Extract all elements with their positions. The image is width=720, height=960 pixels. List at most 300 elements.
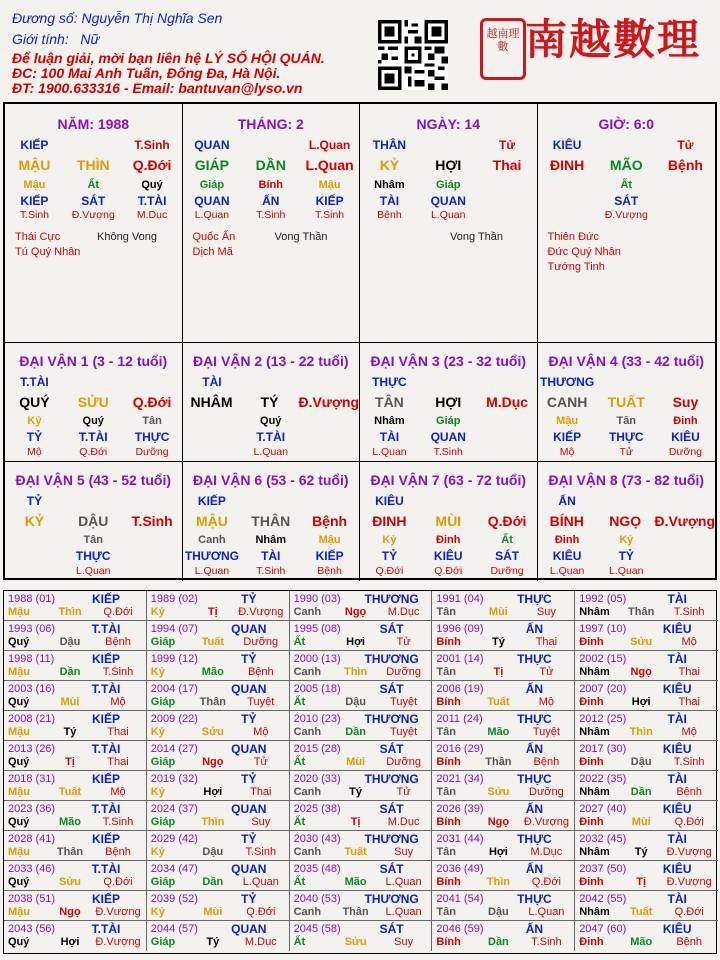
year-label: 2028 (41) — [8, 833, 56, 845]
year-branch: Ngọ — [59, 906, 81, 918]
qr-code-icon[interactable] — [378, 20, 448, 90]
year-cell — [290, 801, 433, 831]
dai-van-6 — [183, 462, 361, 581]
year-branch: Thân — [199, 696, 226, 708]
year-god: THƯƠNG — [364, 832, 419, 846]
pillar-hidden-row-cell — [478, 179, 537, 191]
year-branch: Thân — [628, 606, 655, 618]
dai-van-phase-row-cell: Mộ — [27, 446, 42, 458]
year-cell — [290, 771, 433, 801]
year-label: 2047 (60) — [579, 923, 627, 935]
year-phase: L.Quan — [385, 906, 422, 918]
dai-van-phase-row-cell: Dưỡng — [668, 446, 703, 458]
dai-van-god-cell — [123, 494, 182, 508]
year-label: 2041 (54) — [436, 893, 484, 905]
dai-van-hidden-row-cell: Nhâm — [374, 415, 405, 427]
dai-van-phase-row — [5, 565, 182, 577]
dai-van-god-row-cell: SÁT — [495, 549, 520, 563]
dai-van-phase-row-cell: Tử — [619, 446, 633, 458]
year-god: KIẾP — [91, 652, 120, 666]
pillar-main-row — [360, 157, 537, 173]
year-cell — [4, 621, 147, 651]
year-branch: Tuất — [344, 846, 367, 858]
pillar-top-row-cell: THÂN — [372, 138, 407, 152]
dai-van-5 — [5, 462, 183, 581]
dai-van-phase-row — [360, 565, 537, 577]
year-label: 2022 (35) — [579, 773, 627, 785]
pillar-phase-row-cell: M.Dục — [136, 209, 168, 221]
year-cell — [290, 681, 433, 711]
owner-label: Đương số: — [12, 10, 78, 26]
year-cell — [4, 591, 147, 621]
dai-van-phase-row-cell: T.Sinh — [256, 565, 286, 577]
year-label: 2004 (17) — [150, 683, 198, 695]
pillar-god-row — [183, 194, 360, 208]
dai-van-main-row-cell: NHÂM — [190, 394, 233, 410]
year-stem: Đinh — [579, 696, 604, 708]
year-god: KIÊU — [662, 682, 692, 696]
year-branch: Mùi — [60, 696, 80, 708]
dai-van-hidden-row — [5, 415, 182, 427]
dai-van-god-cell: T.TÀI — [20, 375, 49, 389]
year-god: THƯƠNG — [364, 892, 419, 906]
pillar-hidden-row-cell: Bính — [258, 179, 283, 191]
year-stem: Ất — [293, 936, 306, 948]
year-branch: Ngọ — [487, 816, 510, 828]
year-god: TỶ — [241, 652, 257, 666]
dai-van-god-row — [360, 549, 537, 563]
year-god: KIÊU — [662, 862, 692, 876]
year-phase: Q.Đới — [246, 906, 276, 918]
year-branch: Tuất — [58, 786, 82, 798]
address-line: ĐC: 100 Mai Anh Tuấn, Đống Đa, Hà Nội. — [12, 65, 281, 81]
year-stem: Đinh — [579, 636, 604, 648]
dai-van-hidden-row — [183, 415, 360, 427]
dai-van-phase-row-cell — [300, 446, 359, 458]
year-branch: Dần — [59, 666, 81, 678]
pillar-god-row-cell: TÀI — [379, 194, 400, 208]
dai-van-main-row-cell: SỬU — [77, 394, 109, 410]
year-cell — [4, 681, 147, 711]
pillar-top-row-cell: L.Quan — [308, 138, 351, 152]
year-god: ẤN — [525, 682, 544, 696]
pillar-stars-right — [97, 230, 157, 245]
pillar-god-row-cell — [478, 194, 537, 208]
dai-van-god-cell — [419, 375, 478, 389]
pillar-phase-row-cell: T.Sinh — [19, 209, 49, 221]
year-stem: Ất — [293, 636, 306, 648]
dai-van-god-cell: ẤN — [558, 494, 576, 508]
dai-van-main-row-cell: TÂN — [375, 394, 404, 410]
pillar-god-row-cell: QUAN — [194, 194, 230, 208]
year-stem: Quý — [8, 816, 30, 828]
year-god: TÀI — [667, 832, 687, 846]
year-branch: Dậu — [630, 756, 652, 768]
year-god: TÀI — [667, 712, 687, 726]
dai-van-god-row-cell: KIÊU — [671, 430, 700, 444]
dai-van-god-row-cell: T.TÀI — [78, 430, 108, 444]
dai-van-main-row-cell: THÂN — [251, 513, 291, 529]
year-label: 1992 (05) — [579, 593, 627, 605]
year-branch: Hợi — [346, 636, 365, 648]
dai-van-god-row-cell — [656, 549, 715, 563]
year-branch: Dậu — [488, 906, 509, 918]
dai-van-phase-row-cell: Q.Đới — [375, 565, 404, 577]
dai-van-main-row-cell: Bệnh — [312, 513, 348, 529]
year-phase: Thai — [107, 756, 129, 768]
year-phase: Bệnh — [247, 666, 274, 678]
dai-van-god-cell: KIÊU — [375, 494, 404, 508]
year-label: 1988 (01) — [8, 593, 56, 605]
year-god: T.TÀI — [91, 622, 121, 636]
star-item: Vong Thần — [274, 231, 328, 243]
dai-van-phase-row-cell — [656, 565, 715, 577]
pillar-god-row — [5, 194, 182, 208]
dai-van-title: ĐẠI VẬN 2 (13 - 22 tuổi) — [192, 353, 349, 369]
pillar-god-row — [538, 194, 716, 208]
pillar-top-row-cell — [64, 138, 123, 152]
year-cell — [575, 741, 718, 771]
year-phase: Suy — [536, 606, 556, 618]
year-god: SÁT — [379, 742, 404, 756]
dai-van-main-row-cell: CANH — [546, 394, 588, 410]
year-label: 2038 (51) — [8, 893, 56, 905]
dai-van-main-row-cell: NGỌ — [609, 513, 642, 529]
dai-van-hidden-row-cell: Quý — [82, 415, 104, 427]
year-branch: Sửu — [630, 636, 653, 648]
year-cell — [4, 771, 147, 801]
year-branch: Ngọ — [344, 606, 367, 618]
dai-van-god-cell: THỰC — [372, 375, 407, 389]
pillar-main-row — [538, 157, 716, 173]
pillar-top-row-cell: Tử — [677, 138, 694, 152]
pillar-phase-row-cell: Đ.Vượng — [604, 209, 648, 221]
dai-van-god-cell: KIẾP — [197, 494, 226, 508]
dai-van-hidden-row-cell: Đinh — [673, 415, 698, 427]
pillar-god-row-cell: KIẾP — [20, 194, 49, 208]
dai-van-hidden-row-cell: Ất — [501, 534, 513, 546]
year-cell — [147, 681, 290, 711]
year-phase: Bệnh — [533, 756, 560, 768]
dai-van-phase-row — [183, 565, 360, 577]
year-branch: Mùi — [346, 756, 366, 768]
dai-van-god-row-cell: QUAN — [430, 430, 466, 444]
dai-van-god-cell: TÀI — [202, 375, 222, 389]
year-phase: T.Sinh — [245, 846, 277, 858]
pillar-title: NGÀY: 14 — [416, 116, 481, 132]
year-stem: Canh — [293, 666, 322, 678]
dai-van-phase-row-cell: L.Quan — [253, 446, 288, 458]
pillar-main-row-cell: L.Quan — [305, 157, 354, 173]
year-branch: Thìn — [201, 816, 225, 828]
year-stem: Bính — [436, 636, 461, 648]
dai-van-phase-row-cell: Mộ — [559, 446, 575, 458]
year-phase: Q.Đới — [103, 876, 133, 888]
dai-van-god-row — [5, 549, 182, 563]
star-item: Tướng Tinh — [547, 261, 605, 273]
dai-van-hidden-row-cell: Mậu — [556, 415, 579, 427]
year-phase: Mộ — [253, 726, 269, 738]
year-branch: Tý — [206, 936, 220, 948]
year-stem: Mậu — [8, 666, 30, 678]
year-branch: Dần — [345, 726, 366, 738]
year-phase: Đ.Vượng — [238, 606, 284, 618]
year-label: 1989 (02) — [150, 593, 198, 605]
dai-van-god-row-cell: KIẾP — [553, 430, 582, 444]
year-branch: Tuất — [201, 636, 224, 648]
pillar-hidden-row — [360, 179, 537, 191]
dai-van-phase-row-cell: Q.Đới — [79, 446, 108, 458]
year-branch: Hợi — [60, 936, 80, 948]
year-god: THỰC — [517, 652, 552, 666]
year-branch: Sửu — [344, 936, 367, 948]
dai-van-god-cell — [478, 494, 537, 508]
pillar-top-row-cell — [597, 138, 656, 152]
gender-value: Nữ — [80, 31, 100, 47]
year-label: 2015 (28) — [293, 743, 341, 755]
year-god: THƯƠNG — [364, 772, 419, 786]
year-phase: Mộ — [110, 786, 126, 798]
year-god: THỰC — [517, 712, 552, 726]
dai-van-main-row-cell: DẬU — [78, 513, 109, 529]
dai-van-7 — [360, 462, 538, 581]
pillar-main-row-cell: MÃO — [609, 157, 643, 173]
year-cell — [575, 711, 718, 741]
dai-van-god-cell — [300, 494, 359, 508]
year-phase: Suy — [251, 816, 271, 828]
year-god: QUAN — [231, 922, 267, 936]
year-branch: Dậu — [345, 696, 366, 708]
dai-van-main-row-cell: Q.Đới — [487, 513, 527, 529]
pillar-title: GIỜ: 6:0 — [598, 116, 654, 132]
year-label: 1991 (04) — [436, 593, 484, 605]
dai-van-hidden-row — [360, 534, 537, 546]
year-branch: Hợi — [203, 786, 223, 798]
year-label: 2043 (56) — [8, 923, 56, 935]
dai-van-god-cell — [419, 494, 478, 508]
dai-van-phase-row — [360, 446, 537, 458]
dai-van-hidden-row-cell: Kỷ — [619, 534, 634, 546]
dai-van-main-row-cell: KỶ — [24, 513, 45, 529]
dai-van-phase-row — [5, 446, 182, 458]
year-cell — [147, 591, 290, 621]
pillar-title: THÁNG: 2 — [237, 116, 304, 132]
year-god: SÁT — [379, 622, 404, 636]
dai-van-main-row-cell: TÝ — [260, 394, 279, 410]
year-cell — [432, 801, 575, 831]
year-stem: Giáp — [150, 876, 176, 888]
dai-van-main-row — [538, 394, 716, 410]
year-cell — [432, 861, 575, 891]
pillar-hidden-row-cell: Giáp — [199, 179, 225, 191]
year-stem: Nhâm — [579, 786, 610, 798]
year-cell — [4, 651, 147, 681]
year-label: 2035 (48) — [293, 863, 341, 875]
pillar-god-row-cell: SÁT — [614, 194, 639, 208]
year-god: TỶ — [241, 712, 257, 726]
seal-stamp: 越南理數 — [480, 18, 526, 80]
dai-van-phase-row — [538, 565, 716, 577]
dai-van-2 — [183, 343, 361, 462]
year-god: KIÊU — [662, 802, 692, 816]
year-cell — [432, 921, 575, 951]
year-stem: Bính — [436, 876, 461, 888]
dai-van-god-row-cell — [300, 430, 359, 444]
year-cell — [575, 591, 718, 621]
year-label: 2016 (29) — [436, 743, 484, 755]
year-branch: Mùi — [631, 816, 651, 828]
year-phase: Bệnh — [105, 846, 131, 858]
year-stem: Đinh — [579, 756, 604, 768]
pillar-hidden-row — [183, 179, 360, 191]
dai-van-god-row — [538, 430, 716, 444]
dai-van-main-row-cell: BÍNH — [549, 513, 584, 529]
dai-van-god-row — [5, 430, 182, 444]
pillar-top-row-cell — [241, 138, 300, 152]
year-label: 2025 (38) — [293, 803, 341, 815]
year-god: KIÊU — [662, 922, 692, 936]
year-phase: Bệnh — [676, 936, 703, 948]
year-god: KIẾP — [91, 892, 120, 906]
year-cell — [575, 831, 718, 861]
year-stem: Mậu — [8, 906, 30, 918]
year-label: 2008 (21) — [8, 713, 56, 725]
yearly-luck-table — [3, 590, 717, 954]
year-stem: Tân — [436, 846, 456, 858]
star-item: Đức Quý Nhân — [547, 246, 621, 258]
year-stem: Quý — [8, 876, 30, 888]
year-phase: Đ.Vượng — [666, 846, 712, 858]
year-label: 1994 (07) — [150, 623, 198, 635]
year-branch: Mão — [487, 726, 510, 738]
year-cell — [147, 741, 290, 771]
year-label: 1999 (12) — [150, 653, 198, 665]
year-branch: Sửu — [58, 876, 82, 888]
dai-van-hidden-row-cell: Kỷ — [382, 534, 397, 546]
dai-van-god-row-cell: KIẾP — [315, 549, 344, 563]
dai-van-god-row-cell: TÀI — [379, 430, 400, 444]
dai-van-hidden-row-cell: Tân — [616, 415, 637, 427]
year-phase: Mộ — [110, 696, 126, 708]
pillar-phase-row-cell — [478, 209, 537, 221]
year-label: 2001 (14) — [436, 653, 484, 665]
year-label: 2023 (36) — [8, 803, 56, 815]
year-god: T.TÀI — [91, 742, 121, 756]
gender-label: Giới tính: — [12, 31, 69, 47]
year-branch: Mùi — [203, 906, 223, 918]
year-cell — [147, 921, 290, 951]
year-cell — [290, 921, 433, 951]
year-god: SÁT — [379, 862, 404, 876]
year-branch: Sửu — [201, 726, 224, 738]
pillar-main-row-cell: MẬU — [18, 157, 51, 173]
year-phase: Thai — [678, 666, 700, 678]
year-cell — [4, 891, 147, 921]
year-branch: Hợi — [631, 696, 651, 708]
pillar-phase-row — [538, 209, 716, 221]
dai-van-phase-row-cell: T.Sinh — [433, 446, 463, 458]
pillar-hidden-row-cell: Mậu — [318, 179, 341, 191]
pillar-god-row — [360, 194, 537, 208]
dai-van-god-row — [183, 549, 360, 563]
pillar-top-row-cell: KIÊU — [552, 138, 582, 152]
dai-van-hidden-row-cell: Mậu — [318, 534, 341, 546]
year-label: 1997 (10) — [579, 623, 627, 635]
year-phase: Tuyệt — [390, 726, 418, 738]
dai-van-god-cell — [123, 375, 182, 389]
year-phase: Q.Đới — [674, 816, 704, 828]
pillar-top-row — [538, 138, 716, 152]
year-god: QUAN — [231, 742, 267, 756]
brand-logo: 南越數理 — [525, 15, 702, 64]
year-cell — [290, 741, 433, 771]
year-cell — [4, 831, 147, 861]
year-stem: Mậu — [8, 846, 30, 858]
dai-van-main-row-cell: MÙI — [435, 513, 462, 529]
year-branch: Tý — [491, 636, 505, 648]
year-stem: Canh — [293, 606, 322, 618]
year-branch: Tuất — [487, 696, 510, 708]
pillar-top-row-cell: Tử — [499, 138, 516, 152]
year-phase: Bệnh — [676, 786, 703, 798]
dai-van-phase-row-cell — [478, 446, 537, 458]
dai-van-main-row-cell: TUẤT — [607, 394, 645, 410]
year-stem: Bính — [436, 816, 461, 828]
dai-van-god — [183, 494, 360, 508]
year-cell — [290, 861, 433, 891]
year-cell — [290, 591, 433, 621]
dai-van-title: ĐẠI VẬN 3 (23 - 32 tuổi) — [370, 353, 527, 369]
year-branch: Tuất — [629, 906, 653, 918]
year-cell — [4, 801, 147, 831]
year-label: 2026 (39) — [436, 803, 484, 815]
year-phase: L.Quan — [528, 906, 565, 918]
year-label: 2011 (24) — [436, 713, 483, 725]
year-cell — [432, 591, 575, 621]
dai-van-god-row-cell: KIÊU — [552, 549, 582, 563]
dai-van-god — [5, 494, 182, 508]
dai-van-hidden-row — [183, 534, 360, 546]
year-god: THỰC — [517, 892, 552, 906]
year-label: 2003 (16) — [8, 683, 56, 695]
year-phase: Mộ — [681, 636, 697, 648]
year-stem: Bính — [436, 936, 461, 948]
year-branch: Tý — [349, 786, 363, 798]
year-label: 2024 (37) — [150, 803, 198, 815]
pillar-hidden-row-cell: Ất — [87, 179, 100, 191]
owner-name: Nguyễn Thị Nghĩa Sen — [81, 10, 223, 26]
bazi-chart — [3, 102, 717, 580]
dai-van-main-row — [183, 513, 360, 529]
dai-van-hidden-row-cell — [123, 534, 182, 546]
dai-van-god-cell: TỶ — [26, 494, 43, 508]
year-phase: Mộ — [681, 726, 697, 738]
year-stem: Tân — [436, 666, 456, 678]
dai-van-god — [538, 494, 716, 508]
dai-van-god-cell — [478, 375, 537, 389]
year-label: 2027 (40) — [579, 803, 627, 815]
dai-van-god-row-cell: TÀI — [261, 549, 281, 563]
pillar-main-row-cell: ĐINH — [549, 157, 585, 173]
year-stem: Tân — [436, 906, 456, 918]
dai-van-phase-row-cell: Dưỡng — [490, 565, 524, 577]
year-label: 2013 (26) — [8, 743, 56, 755]
dai-van-hidden-row-cell: Đinh — [554, 534, 580, 546]
year-god: ẤN — [525, 742, 544, 756]
year-label: 2007 (20) — [579, 683, 627, 695]
year-cell — [147, 891, 290, 921]
header — [0, 0, 720, 100]
